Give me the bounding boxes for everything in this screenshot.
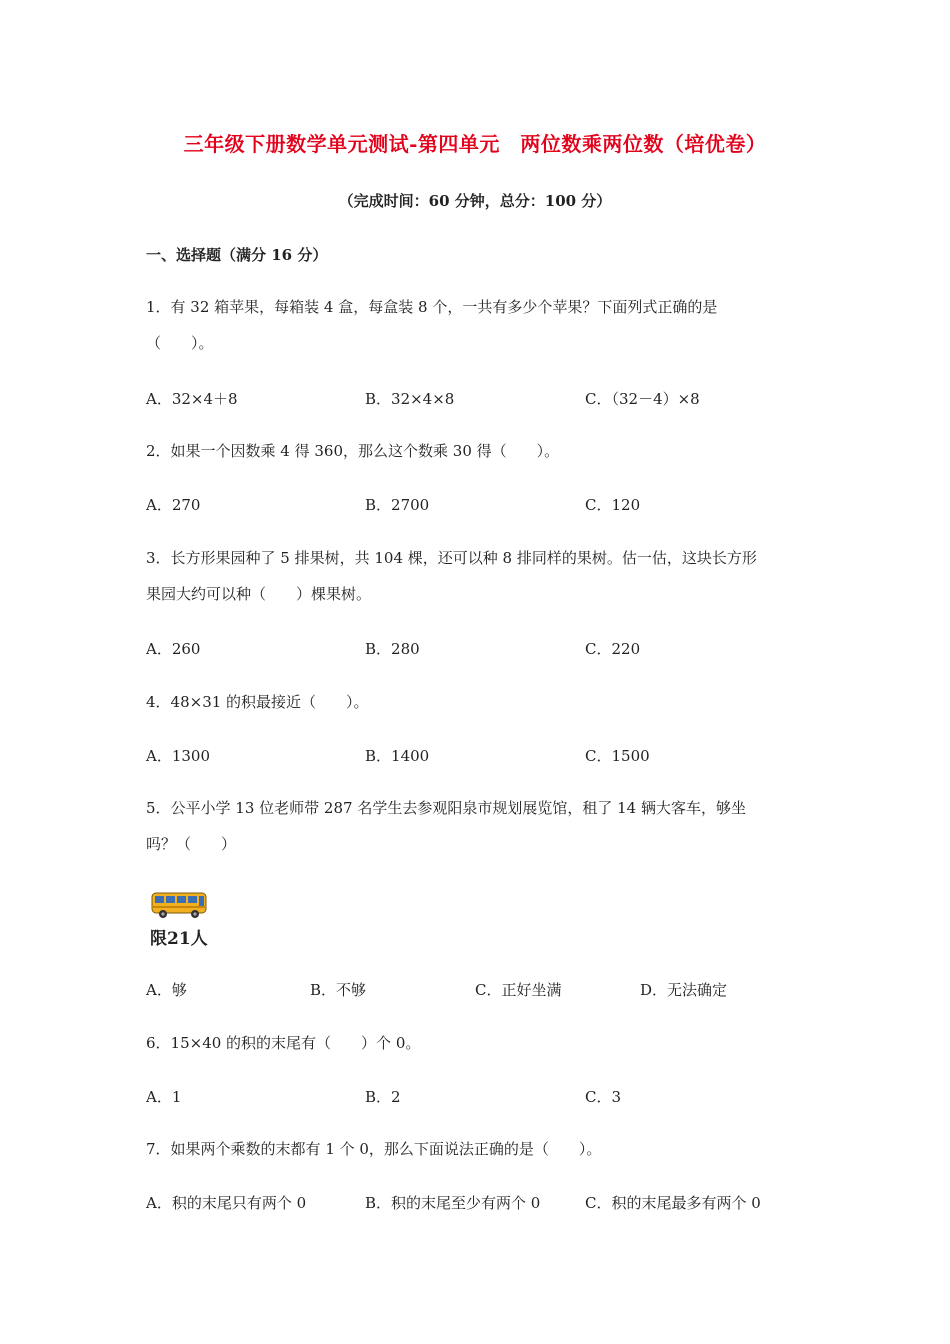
question-6: 6．15×40 的积的末尾有（ ）个 0。 [146, 1034, 421, 1052]
q7-option-c[interactable]: C．积的末尾最多有两个 0 [585, 1194, 761, 1212]
question-7: 7．如果两个乘数的末都有 1 个 0，那么下面说法正确的是（ ）。 [146, 1140, 602, 1158]
q2-option-a[interactable]: A．270 [146, 496, 201, 514]
q7-option-a[interactable]: A．积的末尾只有两个 0 [146, 1194, 307, 1212]
q4-option-b[interactable]: B．1400 [365, 747, 430, 765]
page-subtitle: （完成时间：60 分钟，总分：100 分） [338, 192, 612, 210]
q3-option-b[interactable]: B．280 [365, 640, 420, 658]
question-5: 5．公平小学 13 位老师带 287 名学生去参观阳泉市规划展览馆，租了 14 辆大客车，够坐 [146, 799, 746, 817]
q4-option-a[interactable]: A．1300 [146, 747, 211, 765]
q5-option-b[interactable]: B．不够 [310, 981, 367, 999]
q6-option-b[interactable]: B．2 [365, 1088, 401, 1106]
question-1: 1．有 32 箱苹果，每箱装 4 盒，每盒装 8 个，一共有多少个苹果？下面列式正确的是 [146, 298, 718, 316]
q3-option-a[interactable]: A．260 [146, 640, 201, 658]
section-heading: 一、选择题（满分 16 分） [146, 246, 328, 264]
q1-option-a[interactable]: A．32×4＋8 [146, 390, 238, 408]
q6-option-a[interactable]: A．1 [146, 1088, 182, 1106]
q4-option-c[interactable]: C．1500 [585, 747, 650, 765]
question-3: 3．长方形果园种了 5 排果树，共 104 棵，还可以种 8 排同样的果树。估一估，这块长方形 [146, 549, 757, 567]
q2-option-c[interactable]: C．120 [585, 496, 641, 514]
q5-option-c[interactable]: C．正好坐满 [475, 981, 562, 999]
q5-option-d[interactable]: D．无法确定 [640, 981, 728, 999]
question-3-line2: 果园大约可以种（ ）棵果树。 [146, 585, 372, 603]
q6-option-c[interactable]: C．3 [585, 1088, 622, 1106]
question-1-line2: （ ）。 [146, 334, 214, 352]
question-2: 2．如果一个因数乘 4 得 360，那么这个数乘 30 得（ ）。 [146, 442, 560, 460]
page-title: 三年级下册数学单元测试-第四单元 两位数乘两位数（培优卷） [183, 132, 767, 156]
q5-option-a[interactable]: A．够 [146, 981, 187, 999]
q7-option-b[interactable]: B．积的末尾至少有两个 0 [365, 1194, 541, 1212]
question-4: 4．48×31 的积最接近（ ）。 [146, 693, 369, 711]
q1-option-b[interactable]: B．32×4×8 [365, 390, 455, 408]
bus-capacity-label: 限21人 [150, 929, 208, 949]
q2-option-b[interactable]: B．2700 [365, 496, 430, 514]
question-5-line2: 吗？（ ） [146, 835, 237, 853]
q3-option-c[interactable]: C．220 [585, 640, 641, 658]
q1-option-c[interactable]: C．（32－4）×8 [585, 390, 700, 408]
bus-icon [150, 890, 208, 920]
